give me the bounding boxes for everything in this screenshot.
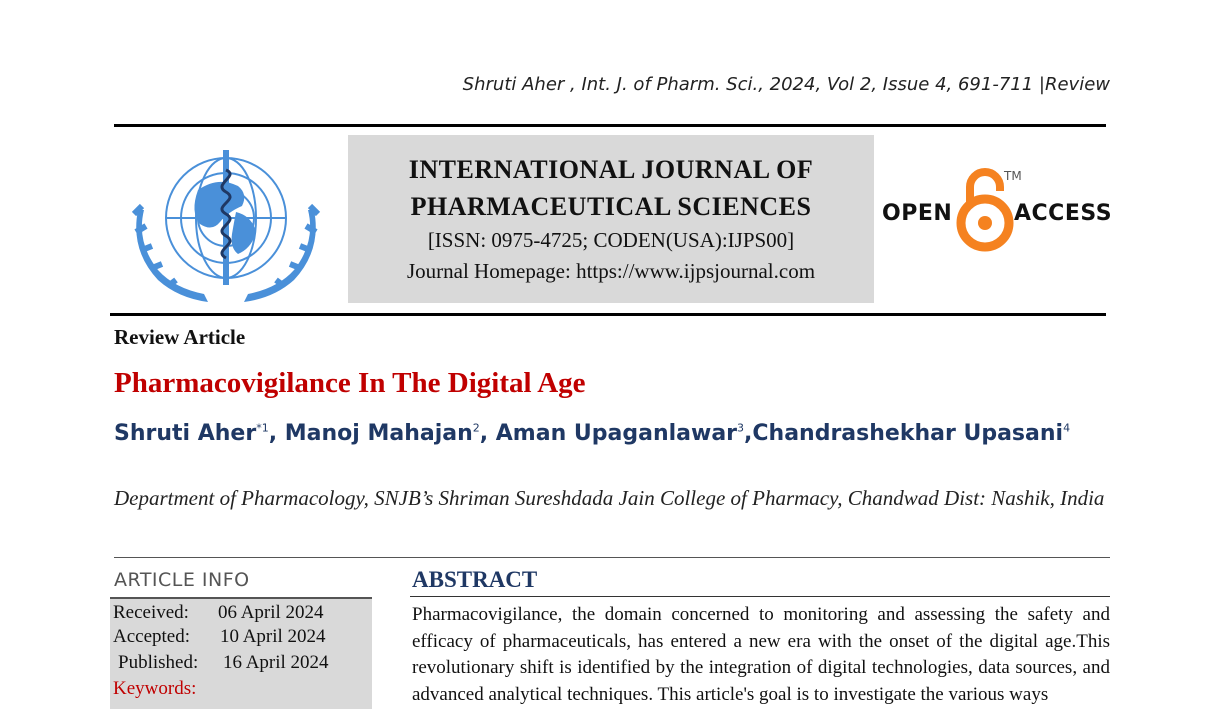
author-name[interactable]: Aman Upaganlawar xyxy=(495,421,738,446)
author-name[interactable]: Shruti Aher xyxy=(114,421,257,446)
received-label: Received: xyxy=(113,602,189,623)
journal-banner xyxy=(348,135,874,303)
article-info-heading: ARTICLE INFO xyxy=(114,569,250,591)
author-mark: *1 xyxy=(256,421,269,435)
published-value: 16 April 2024 xyxy=(223,652,329,673)
author-separator: , xyxy=(268,421,285,446)
journal-homepage[interactable]: Journal Homepage: https://www.ijpsjournal.com xyxy=(406,259,816,283)
received-value: 06 April 2024 xyxy=(218,602,324,623)
article-title: Pharmacovigilance In The Digital Age xyxy=(114,367,586,399)
open-access-left-text: OPEN xyxy=(882,201,953,226)
journal-name-line2: PHARMACEUTICAL SCIENCES xyxy=(410,192,812,221)
article-info-box xyxy=(110,597,372,709)
published-row xyxy=(118,652,329,674)
running-header: Shruti Aher , Int. J. of Pharm. Sci., 2024, Vol 2, Issue 4, 691-711 |Review xyxy=(462,74,1110,95)
author-separator: , xyxy=(744,421,753,446)
published-label: Published: xyxy=(118,652,199,673)
journal-issn: [ISSN: 0975-4725; CODEN(USA):IJPS00] xyxy=(427,228,795,252)
header-bottom-rule xyxy=(110,313,1106,316)
open-access-logo xyxy=(880,165,1113,255)
accepted-value: 10 April 2024 xyxy=(220,626,326,647)
author-mark: 3 xyxy=(737,421,745,435)
abstract-rule xyxy=(410,596,1110,597)
trademark-mark: TM xyxy=(1004,169,1022,183)
article-type: Review Article xyxy=(114,325,246,349)
received-row xyxy=(113,602,324,624)
who-emblem-icon xyxy=(128,140,324,305)
journal-name-line1: INTERNATIONAL JOURNAL OF xyxy=(408,155,814,184)
affiliation: Department of Pharmacology, SNJB’s Shriman Sureshdada Jain College of Pharmacy, Chandwad Dist: Nashik, India xyxy=(114,486,1105,510)
keywords-label: Keywords: xyxy=(113,678,197,699)
abstract-text: Pharmacovigilance, the domain concerned to monitoring and assessing the safety and efficacy of pharmaceuticals, has entered a new era with the onset of the digital age.This revolutionary shift is identified by the integration of digital technologies, data sources, and advanced analytical techniques. This article's goal is to investigate the various ways xyxy=(412,604,1110,705)
author-separator: , xyxy=(479,421,496,446)
accepted-label: Accepted: xyxy=(113,626,191,647)
abstract-heading: ABSTRACT xyxy=(412,567,538,592)
author-list xyxy=(114,421,1070,446)
author-mark: 4 xyxy=(1063,421,1071,435)
open-access-right-text: ACCESS xyxy=(1014,201,1113,226)
header-top-rule xyxy=(114,124,1106,127)
author-mark: 2 xyxy=(472,421,480,435)
author-name[interactable]: Chandrashekhar Upasani xyxy=(752,421,1064,446)
author-name[interactable]: Manoj Mahajan xyxy=(284,421,473,446)
section-divider xyxy=(114,557,1110,558)
accepted-row xyxy=(113,626,326,648)
